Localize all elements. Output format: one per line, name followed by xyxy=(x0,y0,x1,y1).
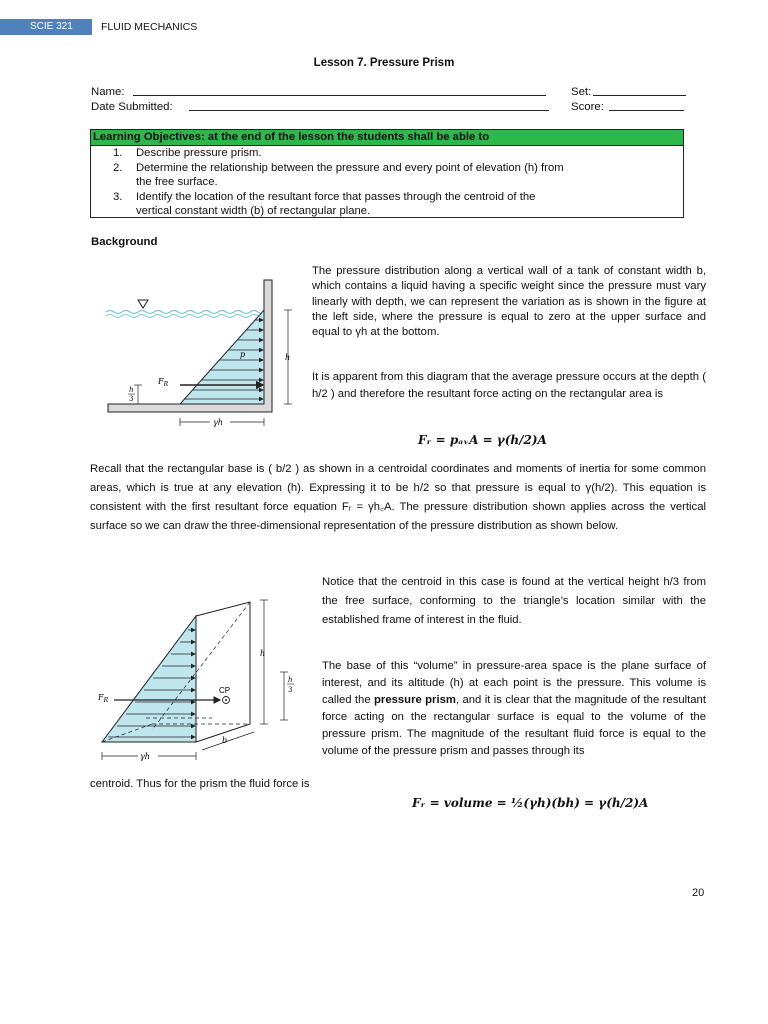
fig2-label-h: h xyxy=(260,649,266,658)
objective-text: Determine the relationship between the pressure and every point of elevation (h) from xyxy=(136,161,564,174)
background-heading: Background xyxy=(91,236,158,248)
objective-text-cont: the free surface. xyxy=(136,176,218,189)
set-field xyxy=(571,86,591,98)
fig2-label-h3-top: h xyxy=(288,676,293,684)
objective-text: Describe pressure prism. xyxy=(136,147,262,159)
formula-resultant-force: Fᵣ = pₐᵥA = γ(h/2)A xyxy=(418,433,547,447)
figure-pressure-distribution xyxy=(100,272,310,432)
fig2-label-cp: CP xyxy=(219,686,231,695)
score-line xyxy=(609,100,684,111)
fig2-label-fr-main: F xyxy=(98,693,104,702)
paragraph-centroid: Notice that the centroid in this case is found at the vertical height h/3 from the free surface, conforming to the triangle’s location similar with the established frame of interest in the fluid. xyxy=(322,576,706,626)
pressure-prism-term: pressure prism xyxy=(374,694,456,707)
objective-text: Identify the location of the resultant force that passes through the centroid of the xyxy=(136,190,536,203)
course-name: FLUID MECHANICS xyxy=(101,21,198,33)
paragraph-centroid-force: centroid. Thus for the prism the fluid force is xyxy=(90,778,310,790)
set-line xyxy=(593,85,686,96)
objective-item xyxy=(91,161,683,190)
fig2-label-gh: γh xyxy=(140,752,150,761)
set-label: Set: xyxy=(571,86,592,98)
fig1-label-fr xyxy=(157,377,169,388)
fig1-label-fr-sub: R xyxy=(163,381,169,388)
fig1-label-p: p xyxy=(240,350,246,359)
page-number: 20 xyxy=(692,887,705,899)
fig1-label-h3-bottom: 3 xyxy=(129,395,134,403)
formula-prism-force: Fᵣ = volume = ½(γh)(bh) = γ(h/2)A xyxy=(412,796,649,810)
lesson-title: Lesson 7. Pressure Prism xyxy=(313,57,455,69)
fig2-label-b: b xyxy=(222,736,228,745)
name-field xyxy=(91,86,125,98)
objective-item xyxy=(91,190,683,219)
fig1-label-h3-top: h xyxy=(129,386,134,394)
paragraph-pressure-distribution: The pressure distribution along a vertical wall of a tank of constant width b, which contains a liquid having a specific weight since the pressure must vary linearly with depth, we can represent the variation as is shown in the figure at the left side, where the pressure is equal to zero at the upper surface and equal to γh at the bottom. xyxy=(312,265,706,339)
fig1-label-gh: γh xyxy=(213,418,223,427)
score-field xyxy=(571,101,604,113)
paragraph-pressure-prism xyxy=(322,658,706,761)
course-code-tag: SCIE 321 xyxy=(0,19,92,35)
name-line xyxy=(133,85,546,96)
date-field xyxy=(91,101,173,113)
objectives-heading: Learning Objectives: at the end of the lesson the students shall be able to xyxy=(91,130,683,146)
fig1-label-fr-main: F xyxy=(158,377,164,386)
name-label: Name: xyxy=(91,86,125,98)
fig2-label-fr-sub: R xyxy=(103,697,109,704)
date-label: Date Submitted: xyxy=(91,101,173,113)
objectives-list xyxy=(91,146,683,219)
figure-pressure-prism xyxy=(92,596,314,766)
date-line xyxy=(189,100,549,111)
objective-number: 1. xyxy=(113,147,123,159)
paragraph-rectangular-base: Recall that the rectangular base is ( b/2 ) as shown in a centroidal coordinates and moments of inertia for some common areas, which is true at any elevation (h). Expressing it to be h/2 so that pressure is equal to γ(h/2). This equation is consistent with the first resultant force equation Fᵣ = γh꜀A. The pressure distribution shown applies across the vertical surface so we can draw the three-dimensional representation of the pressure distribution as shown below. xyxy=(90,463,706,532)
paragraph-pressure-prism-end: , and it is clear that the magnitude of the resultant force acting on the rectangular surface is equal to the volume of the pressure prism. The magnitude of the resultant fluid force is equal to the volume of the pressure prism and passes through its xyxy=(322,694,706,758)
objective-number: 2. xyxy=(113,161,123,174)
learning-objectives-box xyxy=(90,129,684,218)
objective-number: 3. xyxy=(113,190,123,203)
paragraph-pressure-prism-start: The base of this “volume” in pressure-area space is the plane surface of interest, and its altitude (h) at each point is the pressure. This volume is called the xyxy=(322,660,706,707)
fig2-label-fr xyxy=(97,693,109,704)
objective-item xyxy=(91,146,683,161)
score-label: Score: xyxy=(571,101,604,113)
fig1-label-h: h xyxy=(285,353,291,362)
paragraph-average-pressure: It is apparent from this diagram that the average pressure occurs at the depth ( h/2 ) and therefore the resultant force acting on the rectangular area is xyxy=(312,371,706,400)
objective-text-cont: vertical constant width (b) of rectangular plane. xyxy=(136,205,371,218)
fig2-label-h3-bottom: 3 xyxy=(288,686,293,694)
